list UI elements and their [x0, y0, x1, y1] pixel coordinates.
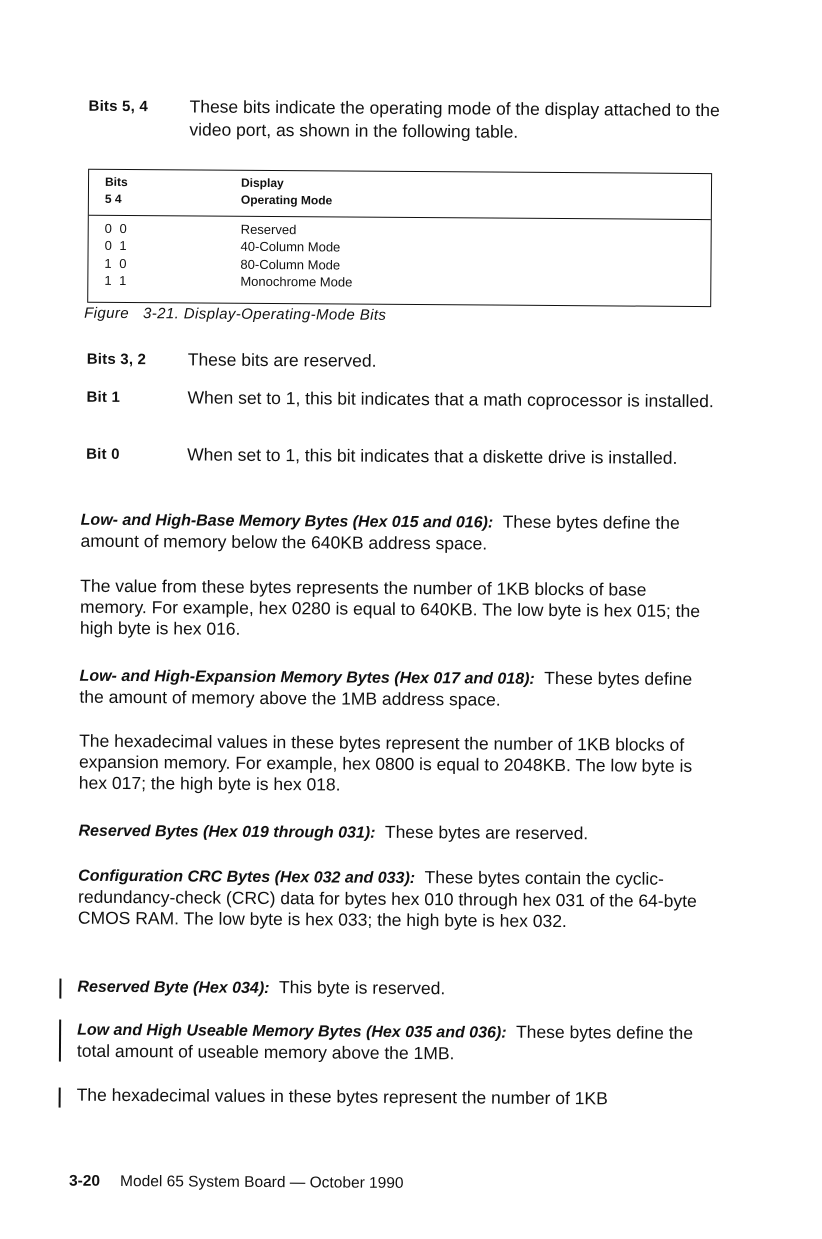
useable-memory-heading: Low and High Useable Memory Bytes (Hex 035 and 036): [77, 1021, 507, 1042]
reserved-bytes-section [78, 820, 710, 846]
table-cell-bits: 1 0 [104, 255, 129, 272]
table-cell-mode: Monochrome Mode [240, 273, 353, 290]
table-cell-bits: 1 1 [104, 272, 129, 289]
figure-label: Figure [84, 304, 130, 323]
table-header-bits [105, 174, 128, 208]
reserved-bytes-heading: Reserved Bytes (Hex 019 through 031): [78, 822, 376, 842]
bit-1-definition [86, 386, 726, 413]
table-cell-mode: 80-Column Mode [240, 256, 341, 273]
useable-memory-section [77, 1019, 709, 1066]
reserved-byte-heading: Reserved Byte (Hex 034): [77, 978, 270, 998]
change-bar [59, 1088, 61, 1108]
expansion-memory-detail-text: The hexadecimal values in these bytes represent the number of 1KB blocks of expansion memory. For example, hex 0800 is equal to 2048KB. The low byte is hex 017; the high byte is hex 018. [78, 730, 693, 795]
bits-3-2-label: Bits 3, 2 [86, 350, 147, 369]
table-cell-bits: 0 0 [104, 220, 129, 237]
table-header-rule [89, 215, 711, 220]
bits-5-4-text: These bits indicate the operating mode of the display attached to the video port, as shown in the following table. [189, 96, 720, 142]
bit-0-label: Bit 0 [86, 445, 120, 463]
table-header-mode-line1: Display [240, 175, 284, 191]
figure-caption [84, 305, 386, 324]
bits-3-2-definition [87, 348, 727, 375]
change-bar [59, 979, 61, 999]
bit-1-text: When set to 1, this bit indicates that a math coprocessor is installed. [187, 387, 714, 412]
crc-bytes-heading: Configuration CRC Bytes (Hex 032 and 033): [78, 867, 416, 888]
table-row [88, 272, 710, 293]
footer-title: Model 65 System Board [120, 1172, 286, 1192]
bits-3-2-text: These bits are reserved. [187, 349, 377, 371]
page-footer [69, 1173, 404, 1193]
table-header-bits-line2: 5 4 [104, 191, 122, 206]
change-bar [59, 1020, 61, 1062]
base-memory-detail-text: The value from these bytes represents the number of 1KB blocks of base memory. For example, hex 0280 is equal to 640KB. The low byte is hex 015; the high byte is hex 016. [79, 575, 701, 639]
bit-0-text: When set to 1, this bit indicates that a diskette drive is installed. [187, 444, 678, 468]
base-memory-text: These bytes define the amount of memory below the 640KB address space. [80, 511, 680, 554]
operating-mode-table [87, 169, 712, 307]
crc-bytes-text: These bytes contain the cyclic-redundancy-check (CRC) data for bytes hex 010 through hex 031 of the 64-byte CMOS RAM. The low byte is hex 033; the high byte is hex 032. [77, 867, 697, 932]
reserved-byte-section [77, 976, 709, 1002]
bits-5-4-definition [88, 95, 728, 145]
useable-memory-detail [77, 1085, 709, 1110]
figure-title: Display-Operating-Mode Bits [183, 305, 387, 324]
useable-memory-detail-text: The hexadecimal values in these bytes represent the number of 1KB [76, 1084, 608, 1109]
bit-1-label: Bit 1 [86, 388, 121, 406]
expansion-memory-text: These bytes define the amount of memory above the 1MB address space. [79, 667, 693, 710]
table-header-mode [241, 175, 333, 210]
bit-0-definition [86, 443, 726, 470]
useable-memory-text: These bytes define the total amount of useable memory above the 1MB. [76, 1021, 694, 1064]
table-cell-mode: Reserved [240, 221, 297, 238]
reserved-bytes-text: These bytes are reserved. [384, 821, 589, 844]
table-header-bits-line1: Bits [104, 174, 128, 190]
reserved-byte-text: This byte is reserved. [278, 977, 446, 999]
footer-dash: — [289, 1174, 306, 1192]
page-number: 3-20 [69, 1172, 101, 1190]
crc-bytes-section [78, 865, 710, 933]
bits-5-4-label: Bits 5, 4 [88, 97, 148, 116]
expansion-memory-section [79, 665, 711, 712]
table-cell-bits: 0 1 [104, 237, 129, 254]
base-memory-heading: Low- and High-Base Memory Bytes (Hex 015 and 016): [80, 511, 494, 532]
base-memory-detail [80, 576, 712, 643]
table-cell-mode: 40-Column Mode [240, 238, 341, 255]
base-memory-section [80, 509, 712, 556]
table-header-mode-line2: Operating Mode [240, 192, 333, 208]
footer-date: October 1990 [309, 1174, 404, 1192]
expansion-memory-detail [79, 731, 711, 798]
expansion-memory-heading: Low- and High-Expansion Memory Bytes (Hex 017 and 018): [79, 667, 535, 688]
figure-number: 3-21. [142, 305, 180, 323]
